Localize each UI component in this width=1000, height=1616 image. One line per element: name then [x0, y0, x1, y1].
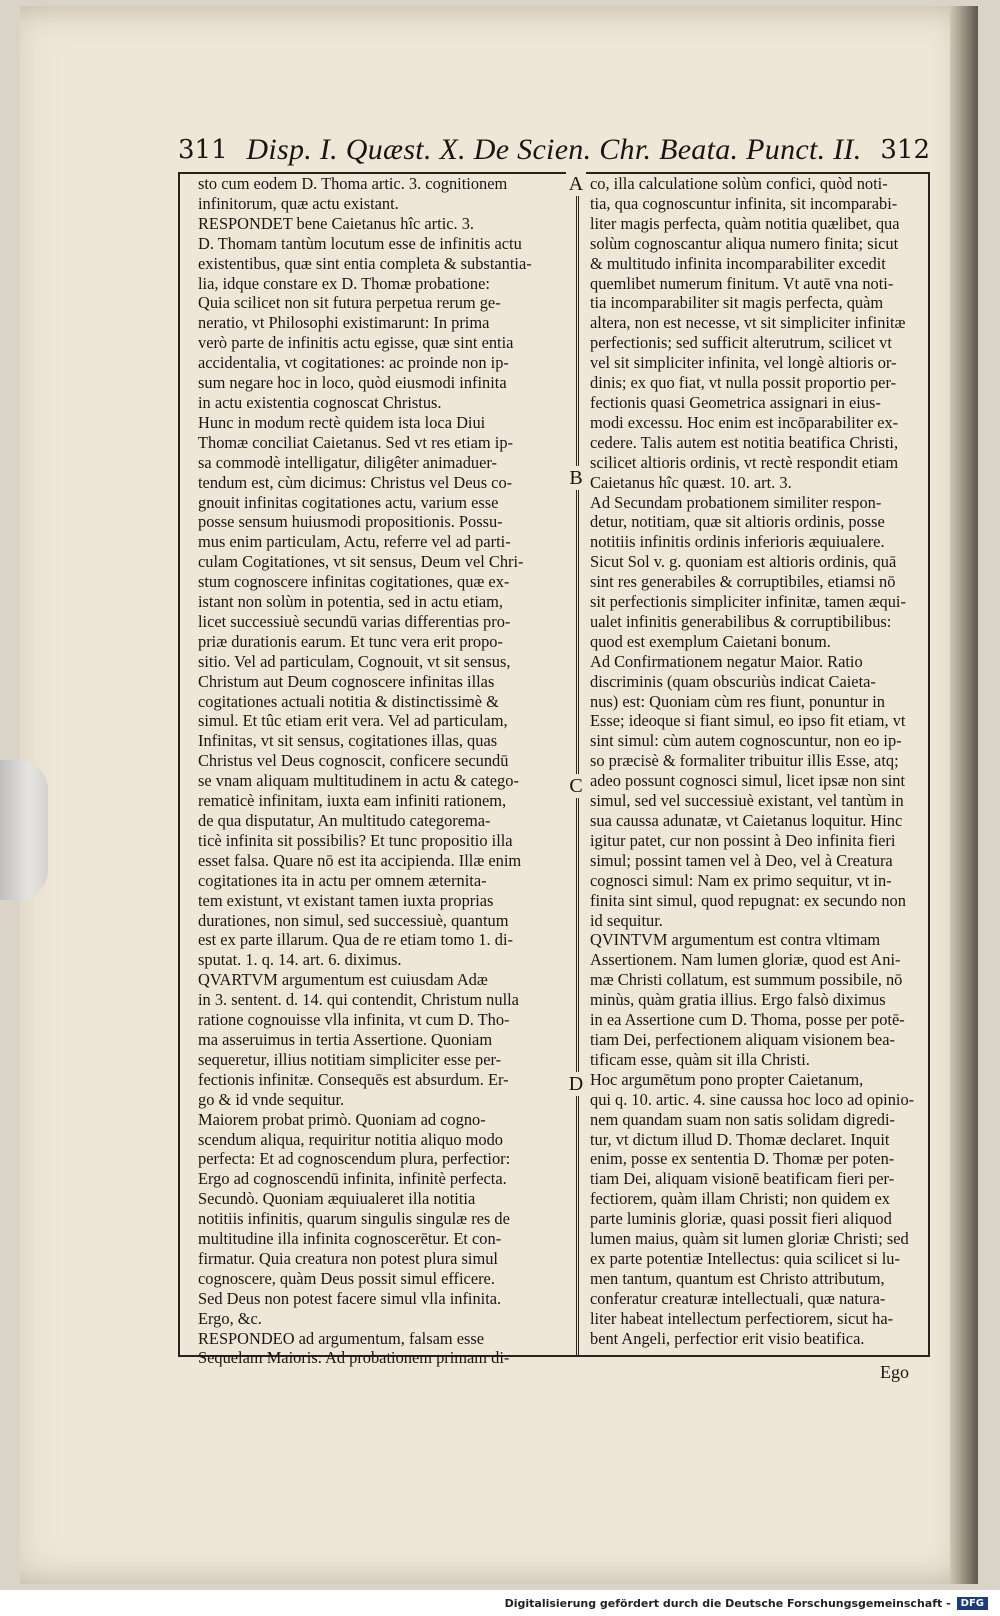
- text-line: solùm cognoscantur aliqua numero finita; sicut: [590, 233, 899, 253]
- text-line: so præcisè & formaliter tribuitur illis Esse, atq;: [590, 751, 899, 771]
- text-line: priæ durationis earum. Et tunc vera erit propo-: [198, 631, 503, 651]
- text-line: cognoscere, quàm Deus possit simul efficere.: [198, 1268, 495, 1288]
- text-line: sitio. Vel ad particulam, Cognouit, vt sit sensus,: [198, 651, 511, 671]
- text-line: liter habeat intellectum perfectiorem, sicut ha-: [590, 1308, 894, 1328]
- text-line: neratio, vt Philosophi existimarunt: In prima: [198, 313, 490, 333]
- text-line: Ergo, &c.: [198, 1308, 262, 1328]
- text-line: Secundò. Quoniam æquiualeret illa notitia: [198, 1189, 476, 1209]
- text-line: Hoc argumētum pono propter Caietanum,: [590, 1069, 864, 1089]
- text-line: RESPONDEO ad argumentum, falsam esse: [198, 1328, 485, 1348]
- text-line: detur, notitiam, quæ sit altioris ordinis, posse: [590, 512, 885, 532]
- text-line: culam Cogitationes, vt sit sensus, Deum vel Chri-: [198, 552, 524, 572]
- section-marker-d: D: [566, 1072, 586, 1096]
- text-line: tur, vt dictum illud D. Thomæ declaret. Inquit: [590, 1129, 890, 1149]
- section-marker-b: B: [566, 466, 586, 490]
- book-spine: [950, 6, 978, 1584]
- text-line: Thomæ conciliat Caietanus. Sed vt res etiam ip-: [198, 432, 513, 452]
- text-line: in ea Assertione cum D. Thoma, posse per potē-: [590, 1010, 905, 1030]
- text-line: bent Angeli, perfectior erit visio beatifica.: [590, 1328, 865, 1348]
- text-line: Sed Deus non potest facere simul vlla infinita.: [198, 1288, 502, 1308]
- text-line: Ad Secundam probationem similiter respon-: [590, 492, 882, 512]
- text-line: durationes, non simul, sed successiuè, quantum: [198, 910, 509, 930]
- text-line: stum cognoscere infinitas cogitationes, quæ ex-: [198, 572, 510, 592]
- text-line: Sicut Sol v. g. quoniam est altioris ordinis, quā: [590, 552, 897, 572]
- text-line: qui q. 10. artic. 4. sine caussa hoc loco ad opinio-: [590, 1089, 915, 1109]
- text-line: infinitorum, quæ actu existant.: [198, 193, 399, 213]
- text-line: firmatur. Quia creatura non potest plura simul: [198, 1248, 498, 1268]
- text-line: RESPONDET bene Caietanus hîc artic. 3.: [198, 213, 475, 233]
- text-line: vel sit simpliciter infinita, vel longè altioris or-: [590, 353, 897, 373]
- text-line: discriminis (quam obscuriùs indicat Caieta-: [590, 671, 876, 691]
- text-line: sa commodè intelligatur, diligêter animaduer-: [198, 452, 497, 472]
- text-line: sua caussa adunatæ, vt Caietanus loquitur. Hinc: [590, 811, 903, 830]
- text-line: & multitudo infinita incomparabiliter excedit: [590, 253, 886, 273]
- text-line: quemlibet numerum finitum. Vt autē vna noti-: [590, 273, 894, 293]
- left-column: [198, 174, 558, 1368]
- text-line: cogitationes ita in actu per omnem æternita-: [198, 870, 487, 890]
- text-line: notitiis infinitis, quarum singulis singulæ res de: [198, 1209, 510, 1229]
- text-line: verò parte de infinitis actu egisse, quæ sint entia: [198, 333, 514, 353]
- text-line: tificam esse, quàm sit illa Christi.: [590, 1049, 810, 1069]
- section-marker-a: A: [566, 172, 586, 196]
- text-line: tiam Dei, perfectionem aliquam visionem bea-: [590, 1029, 895, 1049]
- text-line: ualet infinitis generabilibus & corruptibilibus:: [590, 611, 892, 631]
- text-line: sum negare hoc in loco, quòd eiusmodi infinita: [198, 373, 507, 393]
- section-marker-c: C: [566, 774, 586, 798]
- text-line: cognosci simul: Nam ex primo sequitur, vt in-: [590, 870, 892, 890]
- right-column: [590, 174, 922, 1348]
- text-line: licet successiuè secundū varias differentias pro-: [198, 611, 511, 631]
- text-line: parte luminis gloriæ, quasi possit fieri aliquod: [590, 1209, 892, 1229]
- text-line: co, illa calculatione solùm confici, quòd noti-: [590, 174, 888, 193]
- text-line: scilicet altioris ordinis, vt rectè respondit etiam: [590, 452, 899, 472]
- text-line: Sequelam Maioris. Ad probationem primam di-: [198, 1348, 510, 1368]
- text-line: perfectionis; sed sufficit alterutrum, scilicet vt: [590, 333, 892, 353]
- text-line: Christum aut Deum cognoscere infinitas illas: [198, 671, 495, 691]
- text-line: go & id vnde sequitur.: [198, 1089, 345, 1109]
- text-line: conferatur creaturæ intellectuali, quæ natura-: [590, 1288, 886, 1308]
- text-line: simul. Et tûc etiam erit vera. Vel ad particulam,: [198, 711, 508, 731]
- text-line: ratione cognouisse vlla infinita, vt cum D. Tho-: [198, 1010, 510, 1030]
- text-line: Caietanus hîc quæst. 10. art. 3.: [590, 472, 792, 492]
- text-line: multitudine illa infinita cognoscerētur. Et con-: [198, 1229, 502, 1249]
- text-line: sit perfectionis simpliciter infinitæ, tamen æqui-: [590, 592, 906, 612]
- page-number-right: 312: [880, 135, 930, 165]
- text-line: perfecta: Et ad cognoscendum plura, perfectior:: [198, 1149, 511, 1169]
- text-line: scendum aliqua, requiritur notitia aliquo modo: [198, 1129, 503, 1149]
- running-header: [178, 130, 930, 170]
- text-line: nus) est: Quoniam cùm res fiunt, ponuntur in: [590, 691, 885, 711]
- text-line: fectionis quasi Geometrica assignari in eius-: [590, 392, 881, 412]
- text-line: est ex parte illarum. Qua de re etiam tomo 1. di-: [198, 930, 513, 950]
- text-line: altera, non est necesse, vt sit simpliciter infinitæ: [590, 313, 906, 333]
- text-line: accidentalia, vt cogitationes: ac proinde non ip-: [198, 353, 509, 373]
- text-line: Ad Confirmationem negatur Maior. Ratio: [590, 651, 863, 671]
- text-line: enim, posse ex sententia D. Thomæ per poten-: [590, 1149, 895, 1169]
- text-line: tia, qua cognoscuntur infinita, sit incomparabi-: [590, 193, 898, 213]
- text-line: lumen maius, quàm sit lumen gloriæ Christi; sed: [590, 1229, 909, 1249]
- text-line: liter magis perfecta, quàm notitia quælibet, qua: [590, 213, 900, 233]
- text-line: Infinitas, vt sit sensus, cogitationes illas, quas: [198, 731, 498, 751]
- text-line: tem existunt, vt existant tamen iuxta proprias: [198, 890, 494, 910]
- text-line: finita sint simul, quod repugnat: ex secundo non: [590, 890, 906, 910]
- text-line: rematicè infinitam, iuxta eam infiniti rationem,: [198, 791, 507, 811]
- text-line: cedere. Talis autem est notitia beatifica Christi,: [590, 432, 899, 452]
- text-line: QVARTVM argumentum est cuiusdam Adæ: [198, 970, 488, 990]
- text-line: simul; possint tamen vel à Deo, vel à Creatura: [590, 850, 893, 870]
- text-line: Maiorem probat primò. Quoniam ad cogno-: [198, 1109, 486, 1129]
- text-line: esset falsa. Quare nō est ita accipienda. Illæ enim: [198, 850, 522, 870]
- text-line: cogitationes actuali notitia & distinctissimè &: [198, 691, 499, 711]
- text-line: gnouit infinitas cogitationes actu, varium esse: [198, 492, 499, 512]
- text-line: minùs, quàm gratia illius. Ergo falsò diximus: [590, 990, 886, 1010]
- column-divider: [576, 172, 579, 1357]
- text-line: Esse; ideoque si fiant simul, eo ipso fit etiam, vt: [590, 711, 906, 731]
- text-line: tiam Dei, aliquam visionē beatificam fieri per-: [590, 1169, 895, 1189]
- text-line: sequeretur, illius notitiam simpliciter esse per-: [198, 1049, 502, 1069]
- text-line: igitur patet, cur non possint à Deo infinita fieri: [590, 830, 896, 850]
- digitization-footer: [0, 1590, 1000, 1616]
- text-line: ma asseruimus in tertia Assertione. Quoniam: [198, 1029, 493, 1049]
- text-line: posse sensum huiusmodi propositionis. Possu-: [198, 512, 503, 532]
- text-line: D. Thomam tantùm locutum esse de infinitis actu: [198, 233, 522, 253]
- footer-credit: Digitalisierung gefördert durch die Deutsche Forschungsgemeinschaft -: [504, 1596, 951, 1610]
- text-line: Christus vel Deus cognoscit, conficere secundū: [198, 751, 509, 771]
- text-line: ticè infinita sit possibilis? Et tunc propositio illa: [198, 830, 513, 850]
- text-line: quod est exemplum Caietani bonum.: [590, 631, 831, 651]
- running-title: Disp. I. Quæst. X. De Scien. Chr. Beata. Punct. II.: [246, 133, 862, 166]
- text-line: Quia scilicet non sit futura perpetua rerum ge-: [198, 293, 501, 313]
- text-line: QVINTVM argumentum est contra vltimam: [590, 930, 881, 950]
- text-line: in actu existentia cognoscat Christus.: [198, 392, 442, 412]
- text-line: Assertionem. Nam lumen gloriæ, quod est Ani-: [590, 950, 901, 970]
- page-number-left: 311: [178, 135, 228, 165]
- dfg-logo: DFG: [957, 1597, 988, 1610]
- text-line: modi excessu. Hoc enim est incōparabiliter ex-: [590, 412, 899, 432]
- text-line: mæ Christi collatum, est summum possibile, nō: [590, 970, 903, 990]
- text-line: istant non solùm in potentia, sed in actu etiam,: [198, 592, 503, 612]
- text-line: in 3. sentent. d. 14. qui contendit, Christum nulla: [198, 990, 519, 1010]
- text-line: mus enim particulam, Actu, referre vel ad parti-: [198, 532, 511, 552]
- text-line: notitiis infinitis ordinis inferioris æquiualere.: [590, 532, 885, 552]
- text-line: adeo possunt cognosci simul, licet ipsæ non sint: [590, 771, 906, 791]
- page-clip: [0, 760, 48, 900]
- text-line: id sequitur.: [590, 910, 663, 930]
- text-line: sputat. 1. q. 14. art. 6. diximus.: [198, 950, 402, 970]
- text-line: se vnam aliquam multitudinem in actu & catego-: [198, 771, 519, 791]
- text-line: Ergo ad cognoscendū infinita, infinitè perfecta.: [198, 1169, 507, 1189]
- text-line: fectionis infinitæ. Consequēs est absurdum. Er-: [198, 1069, 509, 1089]
- text-line: sint simul: cùm autem cognoscuntur, non eo ip-: [590, 731, 902, 751]
- text-line: fectiorem, quàm illam Christi; non quidem ex: [590, 1189, 890, 1209]
- text-line: sto cum eodem D. Thoma artic. 3. cognitionem: [198, 174, 508, 193]
- text-line: de qua disputatur, An multitudo categorema-: [198, 811, 491, 830]
- text-line: ex parte potentiæ Intellectus: quia scilicet si lu-: [590, 1248, 900, 1268]
- text-line: tia incomparabiliter sit magis perfecta, quàm: [590, 293, 884, 313]
- text-line: Hunc in modum rectè quidem ista loca Diui: [198, 412, 486, 432]
- text-line: nem quandam suam non satis solidam digredi-: [590, 1109, 895, 1129]
- text-line: lia, idque constare ex D. Thomæ probatione:: [198, 273, 490, 293]
- text-line: simul, sed vel successiuè existant, vel tantùm in: [590, 791, 904, 811]
- text-line: existentibus, quæ sint entia completa & substantia-: [198, 253, 532, 273]
- text-line: men tantum, quantum est Christo attributum,: [590, 1268, 885, 1288]
- text-line: dinis; ex quo fiat, vt nulla possit proportio per-: [590, 373, 897, 393]
- text-line: sint res generabiles & corruptibiles, etiamsi nō: [590, 572, 896, 592]
- text-line: tendum est, cùm dicimus: Christus vel Deus co-: [198, 472, 513, 492]
- catchword: Ego: [880, 1362, 909, 1382]
